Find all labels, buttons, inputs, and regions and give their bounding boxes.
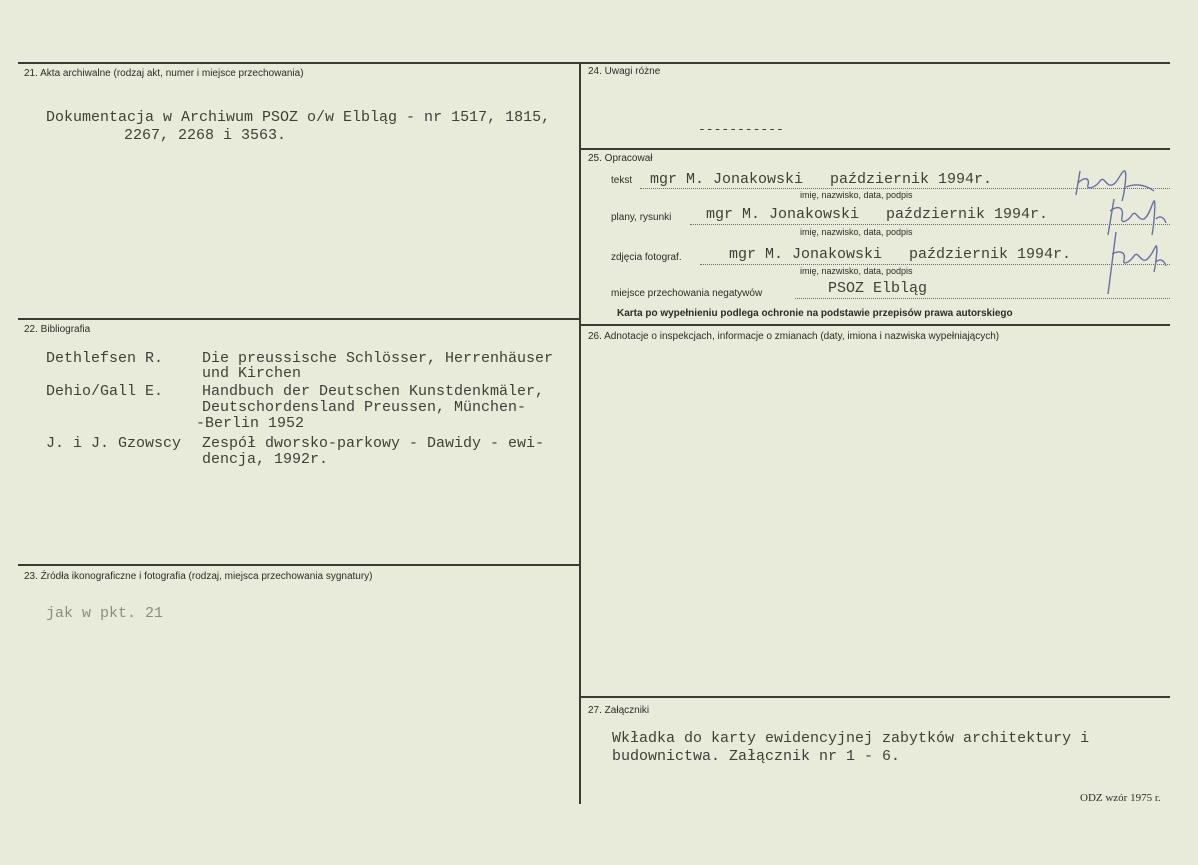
bib-author-1: Dethlefsen R. <box>46 350 164 367</box>
sec26-label: 26. Adnotacje o inspekcjach, informacje o zmianach (daty, imiona i nazwiska wypełniających) <box>588 331 1000 342</box>
tekst-value: mgr M. Jonakowski październik 1994r. <box>650 171 993 188</box>
sec23-label: 23. Źródła ikonograficzne i fotografia (rodzaj, miejsca przechowania sygnatury) <box>24 571 373 582</box>
bib-title-2a: Handbuch der Deutschen Kunstdenkmäler, <box>202 383 545 400</box>
miejsce-dotline <box>795 298 1170 299</box>
signature-zdjecia <box>1100 228 1170 298</box>
sec21-line1: Dokumentacja w Archiwum PSOZ o/w Elbląg - nr 1517, 1815, <box>46 109 551 126</box>
plany-label: plany, rysunki <box>611 212 672 223</box>
top-rule <box>18 62 1170 64</box>
sec24-label: 24. Uwagi różne <box>588 66 661 77</box>
zdjecia-caption: imię, nazwisko, data, podpis <box>800 266 913 276</box>
bib-author-2: Dehio/Gall E. <box>46 383 164 400</box>
sec27-line2: budownictwa. Załącznik nr 1 - 6. <box>612 748 901 765</box>
bib-title-1b: und Kirchen <box>202 365 302 382</box>
tekst-caption: imię, nazwisko, data, podpis <box>800 190 913 200</box>
plany-caption: imię, nazwisko, data, podpis <box>800 227 913 237</box>
miejsce-label: miejsce przechowania negatywów <box>611 288 763 299</box>
plany-dotline <box>690 224 1170 225</box>
sec22-label: 22. Bibliografia <box>24 324 91 335</box>
sec21-label: 21. Akta archiwalne (rodzaj akt, numer i miejsce przechowania) <box>24 68 304 79</box>
sec21-line2: 2267, 2268 i 3563. <box>124 127 287 144</box>
sec24-dashes: ----------- <box>698 122 784 137</box>
form-footer: ODZ wzór 1975 r. <box>1080 792 1161 804</box>
sec23-text: jak w pkt. 21 <box>46 605 164 622</box>
miejsce-value: PSOZ Elbląg <box>828 280 928 297</box>
left-rule-23 <box>18 564 580 566</box>
sec25-label: 25. Opracował <box>588 153 653 164</box>
center-divider <box>579 62 581 804</box>
bib-title-2c: -Berlin 1952 <box>196 415 305 432</box>
zdjecia-value: mgr M. Jonakowski październik 1994r. <box>729 246 1072 263</box>
copyright-notice: Karta po wypełnieniu podlega ochronie na podstawie przepisów prawa autorskiego <box>617 308 1013 319</box>
sec27-line1: Wkładka do karty ewidencyjnej zabytków architektury i <box>612 730 1090 747</box>
bib-title-3a: Zespół dworsko-parkowy - Dawidy - ewi- <box>202 435 545 452</box>
right-rule-25 <box>581 148 1170 150</box>
bib-title-3b: dencja, 1992r. <box>202 451 329 468</box>
plany-value: mgr M. Jonakowski październik 1994r. <box>706 206 1049 223</box>
right-rule-27 <box>581 696 1170 698</box>
bib-title-1a: Die preussische Schlösser, Herrenhäuser <box>202 350 554 367</box>
bib-title-2b: Deutschordensland Preussen, München- <box>202 399 527 416</box>
bib-author-3: J. i J. Gzowscy <box>46 435 182 452</box>
sec27-label: 27. Załączniki <box>588 705 650 716</box>
zdjecia-label: zdjęcia fotograf. <box>611 252 682 263</box>
right-rule-26 <box>581 324 1170 326</box>
left-rule-22 <box>18 318 580 320</box>
tekst-label: tekst <box>611 175 633 186</box>
